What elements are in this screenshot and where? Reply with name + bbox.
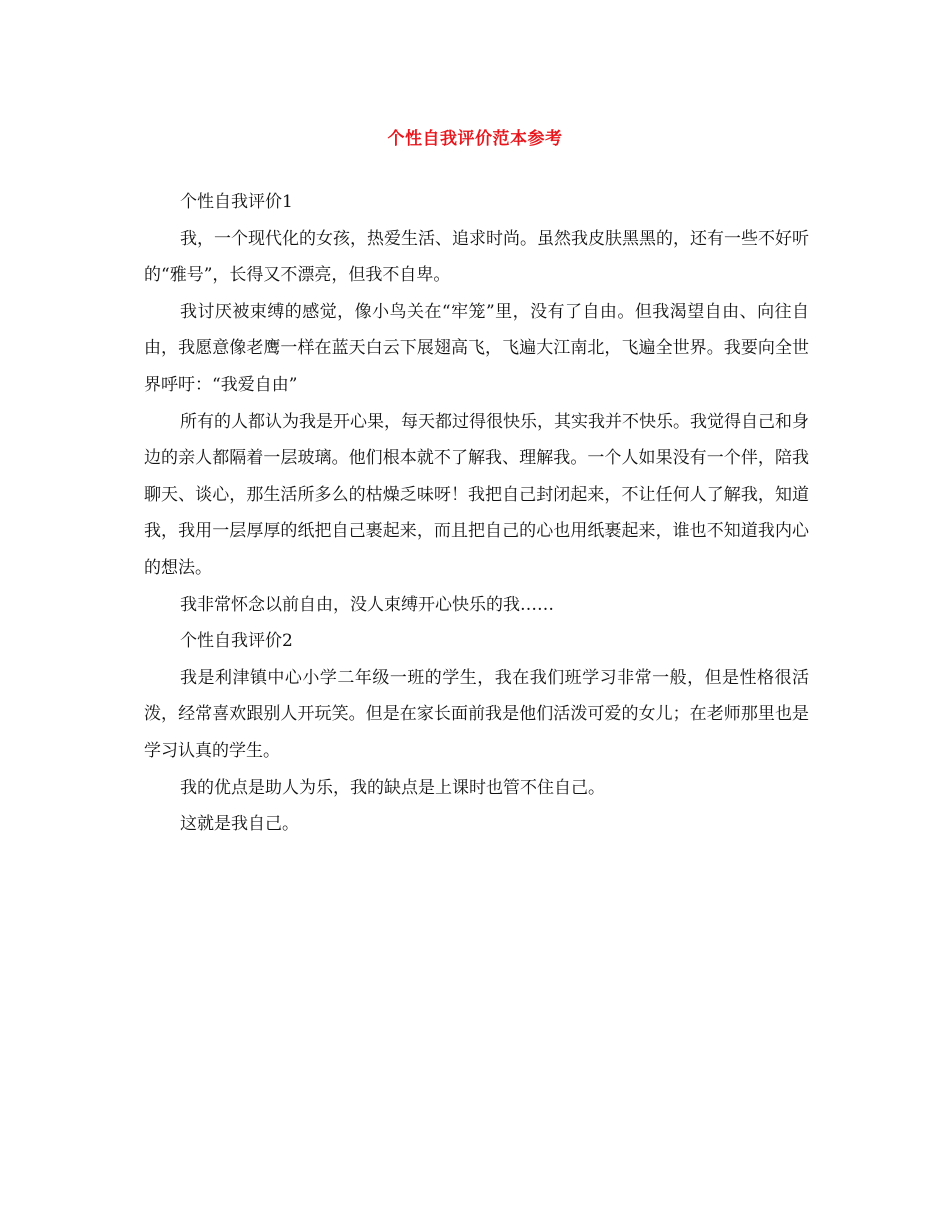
paragraph: 我是利津镇中心小学二年级一班的学生，我在我们班学习非常一般，但是性格很活泼，经常喜欢跟别人开玩笑。但是在家长面前我是他们活泼可爱的女儿；在老师那里也是学习认真的学生。: [144, 667, 809, 761]
document-body: [144, 184, 809, 843]
section-heading-1: 个性自我评价1: [180, 192, 293, 212]
paragraph: 这就是我自己。: [180, 814, 299, 835]
section-heading-2: 个性自我评价2: [180, 631, 293, 652]
paragraph: 我的优点是助人为乐，我的缺点是上课时也管不住自己。: [180, 777, 605, 798]
paragraph: 我非常怀念以前自由，没人束缚开心快乐的我……: [180, 594, 554, 615]
paragraph: 我讨厌被束缚的感觉，像小鸟关在“牢笼”里，没有了自由。但我渴望自由、向往自由，我愿意像老鹰一样在蓝天白云下展翅高飞，飞遍大江南北，飞遍全世界。我要向全世界呼吁：“我爱自由”: [144, 301, 809, 395]
paragraph: 所有的人都认为我是开心果，每天都过得很快乐，其实我并不快乐。我觉得自己和身边的亲人都隔着一层玻璃。他们根本就不了解我、理解我。一个人如果没有一个伴，陪我聊天、谈心，那生活所多么的枯燥乏味呀！我把自己封闭起来，不让任何人了解我，知道我，我用一层厚厚的纸把自己裹起来，而且把自己的心也用纸裹起来，谁也不知道我内心的想法。: [144, 411, 809, 578]
document-title: 个性自我评价范本参考: [387, 129, 563, 149]
paragraph: 我，一个现代化的女孩，热爱生活、追求时尚。虽然我皮肤黑黑的，还有一些不好听的“雅号”，长得又不漂亮，但我不自卑。: [144, 228, 809, 286]
